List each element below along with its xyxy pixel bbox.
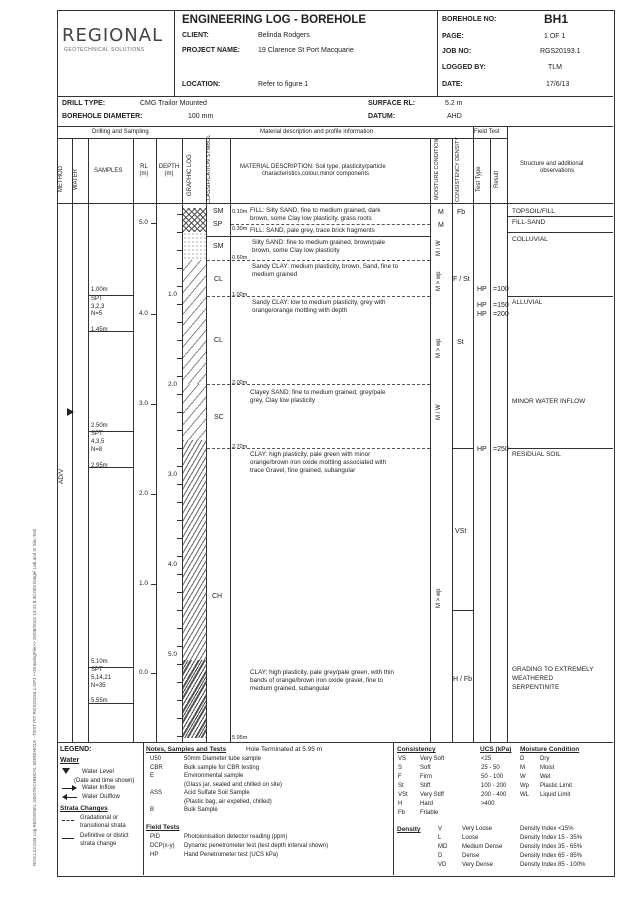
field-desc: Dynamic penetrometer test (test depth interval shown) <box>184 843 329 849</box>
density-index: Density Index <15% <box>520 826 574 832</box>
depth-tick-mark <box>177 592 182 593</box>
density-code: MD <box>438 844 448 850</box>
density-code: D <box>438 853 443 859</box>
depth-tick-mark <box>177 610 182 611</box>
drill-type-value: CMG Trailor Mounted <box>140 100 207 107</box>
water-inflow-icon <box>67 408 74 416</box>
depth-tick-mark <box>177 682 182 683</box>
material-header-line2: characteristics,colour,minor components <box>262 171 370 177</box>
structure-header-line1: Structure and additional <box>520 161 584 167</box>
consistency-name: Firm <box>420 774 432 780</box>
consistency-code: VS <box>398 756 407 762</box>
consistency-name: Very Stiff <box>420 792 444 798</box>
col-line <box>156 138 157 742</box>
sample-line <box>88 295 133 296</box>
legend-text: Water Outflow <box>82 794 120 800</box>
note-code: B <box>150 807 155 813</box>
sample-line <box>88 431 133 432</box>
note-code: CBR <box>150 764 163 771</box>
symbol-ch: CH <box>212 593 223 600</box>
depth-tick-mark <box>177 268 182 269</box>
strata-line <box>207 260 430 261</box>
water-inflow-icon <box>62 788 72 789</box>
test-result: =250 <box>493 446 509 453</box>
sample-line <box>88 467 133 468</box>
col-line <box>490 138 491 742</box>
layer-description: Sandy CLAY: low to medium plasticity, grey with <box>252 299 386 306</box>
depth-tick-mark <box>177 502 182 503</box>
diameter-label: BOREHOLE DIAMETER: <box>62 113 143 120</box>
logged-label: LOGGED BY: <box>442 64 486 71</box>
water-header: WATER <box>73 169 79 190</box>
depth-tick-mark <box>177 358 182 359</box>
sample-label: 3,2,3 <box>91 304 105 310</box>
field-code: PID <box>150 834 161 840</box>
divider <box>57 203 613 204</box>
observation: WEATHERED <box>512 675 554 682</box>
layer-description: Silty SAND: fine to medium grained, brown/pale <box>252 239 385 246</box>
density-name: Very Loose <box>462 826 493 832</box>
moisture-title: Moisture Condition <box>520 746 580 753</box>
consistency-name: Soft <box>420 765 431 771</box>
test-type: HP <box>477 286 487 293</box>
sample-label: SPT <box>91 667 103 673</box>
field-code: DCP(x-y) <box>150 843 175 849</box>
obs-line <box>507 296 613 297</box>
col-line <box>430 138 431 742</box>
sample-label: 2.95m <box>91 463 108 469</box>
consistency-code: Fb <box>398 810 406 816</box>
density-name: Medium Dense <box>462 844 503 850</box>
depth-tick-mark <box>177 376 182 377</box>
observation: SERPENTINITE <box>512 684 560 691</box>
page-title: ENGINEERING LOG - BOREHOLE <box>182 14 367 26</box>
terminated-note: Hole Terminated at 5.95 m <box>246 746 323 753</box>
layer-depth: 5.95m <box>232 735 248 741</box>
layer-depth: 1.00m <box>232 292 248 298</box>
layer-description: CLAY: high plasticity, pale green with minor <box>250 451 371 458</box>
note-desc: 50mm Diameter tube sample <box>184 756 262 762</box>
client-label: CLIENT: <box>182 32 209 39</box>
rl-tick-mark <box>151 314 156 315</box>
rl-header: RL (m) <box>139 164 149 177</box>
density-code: V <box>438 826 443 832</box>
method-value: AD/V <box>58 468 65 484</box>
observation: ALLUVIAL <box>512 299 543 306</box>
depth-tick-mark <box>177 232 182 233</box>
project-label: PROJECT NAME: <box>182 47 240 54</box>
moisture-header: MOISTURE CONDITION <box>434 138 440 200</box>
col-line <box>507 126 508 742</box>
strata-line <box>207 296 430 297</box>
sample-label: 5.55m <box>91 698 108 704</box>
sample-label: 2.50m <box>91 423 108 429</box>
test-type: HP <box>477 302 487 309</box>
layer-depth: 0.30m <box>232 226 248 232</box>
legend-divider <box>143 742 144 875</box>
note-desc: (Glass jar, sealed and chilled on site) <box>184 781 283 788</box>
graphic-fill <box>183 208 206 232</box>
divider <box>57 96 613 97</box>
moisture-code: D <box>520 756 525 762</box>
col-line <box>88 138 89 742</box>
note-desc: Bulk sample for CBR testing <box>184 764 260 771</box>
depth-tick-mark <box>177 448 182 449</box>
date-value: 17/6/13 <box>546 81 570 88</box>
col-line <box>72 138 73 742</box>
layer-description: orange/brown iron oxide mottling associated with <box>250 459 387 466</box>
water-inflow-icon <box>72 785 77 791</box>
col-line <box>473 138 507 139</box>
rl-tick-mark <box>151 673 156 674</box>
consistency-ucs: 50 - 100 <box>481 774 504 780</box>
note-code: E <box>150 773 155 779</box>
consistency-value: VSt <box>455 528 467 535</box>
depth-tick-mark <box>177 412 182 413</box>
consistency-value: H / Fb <box>453 676 473 683</box>
note-desc: Acid Sulfate Soil Sample <box>184 790 250 796</box>
divider <box>57 126 613 127</box>
job-label: JOB NO: <box>442 48 472 55</box>
graphic-clay-dense <box>183 660 206 738</box>
sample-label: 5,14,21 <box>91 675 112 681</box>
sample-label: N=5 <box>91 311 103 317</box>
sample-line <box>88 331 133 332</box>
depth-tick: 5.0 <box>168 651 178 658</box>
legend-text: Water Inflow <box>82 785 116 791</box>
sample-label: 5.10m <box>91 659 108 665</box>
graphic-clayey-sand <box>183 384 206 440</box>
depth-tick-mark <box>177 394 182 395</box>
moisture-name: Plastic Limit <box>540 783 573 789</box>
depth-tick-mark <box>177 214 182 215</box>
layer-depth: 2.70m <box>232 444 248 450</box>
strata-legend-title: Strata Changes <box>60 805 108 812</box>
moisture-value: M / W <box>436 404 442 420</box>
consistency-value: St <box>457 339 464 346</box>
legend-text: Gradational or <box>80 815 119 821</box>
depth-tick: 2.0 <box>168 381 178 388</box>
depth-tick-mark <box>177 736 182 737</box>
rl-tick-mark <box>151 494 156 495</box>
col-line <box>133 138 134 742</box>
layer-description: brown, some Clay low plasticity <box>252 247 340 254</box>
depth-tick-mark <box>177 304 182 305</box>
consistency-value: Fb <box>457 209 466 216</box>
result-header: Result <box>494 170 500 188</box>
density-name: Loose <box>462 835 479 841</box>
depth-tick-mark <box>177 646 182 647</box>
depth-tick-mark <box>177 466 182 467</box>
client-value: Belinda Rodgers <box>258 32 310 39</box>
consistency-ucs: 100 - 200 <box>481 783 507 789</box>
col-line <box>452 138 453 742</box>
moisture-name: Moist <box>540 765 555 771</box>
strata-line <box>452 610 473 611</box>
consistency-code: St <box>398 783 404 789</box>
ucs-title: UCS (kPa) <box>480 746 512 753</box>
consistency-title: Consistency <box>397 746 436 753</box>
date-label: DATE: <box>442 81 463 88</box>
depth-tick-mark <box>177 250 182 251</box>
layer-description: FILL: Silty SAND, fine to medium grained, dark <box>250 207 381 214</box>
depth-tick: 1.0 <box>168 291 178 298</box>
rl-tick-mark <box>151 404 156 405</box>
layer-depth: 0.10m <box>232 209 248 215</box>
location-label: LOCATION: <box>182 81 221 88</box>
depth-tick-mark <box>177 664 182 665</box>
sample-label: N=35 <box>91 683 106 689</box>
depth-tick-mark <box>177 718 182 719</box>
sample-label: 1.45m <box>91 327 108 333</box>
observation: GRADING TO EXTREMELY <box>512 666 594 673</box>
divider <box>57 742 613 743</box>
definitive-line-icon <box>62 838 74 839</box>
rl-tick: 3.0 <box>139 400 149 407</box>
depth-tick-mark <box>177 430 182 431</box>
strata-line <box>231 224 430 225</box>
rl-tick-mark <box>151 223 156 224</box>
page-label: PAGE: <box>442 33 464 40</box>
test-result: =150 <box>493 302 509 309</box>
note-code: ASS <box>150 790 163 796</box>
symbol-sm: SM <box>213 208 224 215</box>
observation: FILL-SAND <box>512 219 546 226</box>
classification-header: CLASSIFICATION SYMBOL <box>206 134 212 204</box>
rl-tick: 2.0 <box>139 490 149 497</box>
page-value: 1 OF 1 <box>544 33 566 40</box>
col-line <box>473 126 474 742</box>
depth-tick-mark <box>177 628 182 629</box>
material-group-header: Material description and profile information <box>260 129 374 135</box>
datum-label: DATUM: <box>368 113 396 120</box>
density-index: Density Index 65 - 85% <box>520 853 583 859</box>
symbol-cl: CL <box>214 337 223 344</box>
borehole-value: BH1 <box>544 12 569 26</box>
company-logo: REGIONAL GEOTECHNICAL SOLUTIONS <box>62 25 164 53</box>
observation: COLLUVIAL <box>512 236 548 243</box>
consistency-name: Stiff <box>420 783 431 789</box>
consistency-ucs: 200 - 400 <box>481 792 507 798</box>
project-value: 19 Clarence St Port Macquarie <box>258 47 354 54</box>
sample-line <box>88 703 133 704</box>
moisture-value: M > wp <box>436 588 442 608</box>
moisture-value: M / W <box>436 240 442 256</box>
depth-tick-mark <box>177 286 182 287</box>
field-code: HP <box>150 852 159 858</box>
legend-text: transitional strata <box>80 823 126 829</box>
symbol-sc: SC <box>214 414 224 421</box>
moisture-code: W <box>520 774 526 780</box>
consistency-code: H <box>398 801 403 807</box>
rl-tick: 4.0 <box>139 310 149 317</box>
drilling-group-header: Drilling and Sampling <box>92 129 149 135</box>
moisture-code: M <box>520 765 525 771</box>
density-index: Density Index 15 - 35% <box>520 835 583 841</box>
graphic-sandy-clay <box>183 260 206 384</box>
consistency-value: F / St <box>453 276 470 283</box>
method-header: METHOD <box>58 166 64 192</box>
depth-tick-mark <box>177 484 182 485</box>
moisture-name: Liquid Limit <box>540 792 571 798</box>
sample-label: SPT <box>91 431 103 437</box>
moisture-value: M <box>438 222 444 229</box>
material-header-line1: MATERIAL DESCRIPTION: Soil type, plasticity/particle <box>240 164 386 170</box>
depth-tick-mark <box>177 340 182 341</box>
field-desc: Hand Penetrometer test (UCS kPa) <box>184 852 279 858</box>
test-type: HP <box>477 446 487 453</box>
layer-description: Sandy CLAY: medium plasticity, brown, Sand, fine to <box>252 263 399 270</box>
water-legend-title: Water <box>60 757 80 764</box>
consistency-code: F <box>398 774 402 780</box>
depth-tick-mark <box>177 700 182 701</box>
consistency-header: CONSISTENCY DENSITY <box>455 137 461 202</box>
observation: RESIDUAL SOIL <box>512 451 561 458</box>
density-code: L <box>438 835 442 841</box>
surface-rl-value: 5.2 m <box>445 100 463 107</box>
borehole-label: BOREHOLE NO: <box>442 16 497 23</box>
graphic-header: GRAPHIC LOG <box>187 154 193 196</box>
depth-tick-mark <box>177 574 182 575</box>
strata-line <box>207 448 430 449</box>
col-line <box>206 138 207 742</box>
moisture-code: WL <box>520 792 529 798</box>
moisture-value: M > wp <box>436 271 442 291</box>
sample-label: N=8 <box>91 447 103 453</box>
header-divider <box>174 10 175 96</box>
rl-tick: 1.0 <box>139 580 149 587</box>
consistency-ucs: >400 <box>481 801 495 807</box>
consistency-name: Hard <box>420 801 434 807</box>
note-desc: Environmental sample <box>184 773 244 779</box>
depth-tick-mark <box>177 322 182 323</box>
strata-line <box>452 448 473 449</box>
consistency-name: Friable <box>420 810 439 816</box>
moisture-value: M <box>438 209 444 216</box>
water-outflow-icon <box>67 797 77 798</box>
notes-title: Notes, Samples and Tests <box>146 746 227 753</box>
obs-line <box>507 216 613 217</box>
job-value: RGS20193.1 <box>540 48 581 55</box>
moisture-name: Dry <box>540 756 550 762</box>
test-type-header: Test Type <box>476 166 482 192</box>
sample-line <box>88 667 133 668</box>
field-group-header: Field Test <box>474 129 500 135</box>
layer-description: grey, Clay low plasticity <box>250 397 315 404</box>
test-result: =200 <box>493 311 509 318</box>
note-desc: (Plastic bag, air expelled, chilled) <box>184 798 272 805</box>
sample-label: SPT <box>91 296 103 302</box>
depth-tick-mark <box>177 538 182 539</box>
test-type: HP <box>477 311 487 318</box>
moisture-code: Wp <box>520 783 529 789</box>
structure-header-line2: observations <box>540 168 575 174</box>
test-result: =100 <box>493 286 509 293</box>
consistency-name: Very Soft <box>420 756 445 762</box>
layer-description: orange/orange mottling with depth <box>252 307 348 314</box>
layer-description: bands of orange/brown iron oxide gravel, fine to <box>250 677 384 684</box>
moisture-value: M > wp <box>436 338 442 358</box>
field-desc: Photoionisation detector reading (ppm) <box>184 834 288 840</box>
moisture-name: Wet <box>540 774 551 780</box>
layer-description: FILL: SAND, pale grey, trace brick fragments <box>250 227 375 234</box>
obs-line <box>507 448 613 449</box>
field-tests-title: Field Tests <box>146 824 180 831</box>
density-code: VD <box>438 862 447 868</box>
drill-type-label: DRILL TYPE: <box>62 100 106 107</box>
datum-value: AHD <box>447 113 462 120</box>
obs-line <box>507 232 613 233</box>
header-divider <box>437 10 438 96</box>
consistency-ucs: 25 - 50 <box>481 765 500 771</box>
depth-tick-mark <box>177 556 182 557</box>
logged-value: TLM <box>548 64 562 71</box>
consistency-ucs: <25 <box>481 756 492 762</box>
legend-text: strata change <box>80 841 117 847</box>
depth-header: DEPTH (m) <box>158 164 180 177</box>
density-name: Very Dense <box>462 862 494 868</box>
observation: MINOR WATER INFLOW <box>512 398 586 405</box>
symbol-sp: SP <box>213 221 223 228</box>
strata-line <box>207 236 430 237</box>
note-desc: Bulk Sample <box>184 807 218 813</box>
depth-tick-mark <box>177 520 182 521</box>
layer-depth: 0.60m <box>232 255 248 261</box>
density-index: Density Index 85 - 100% <box>520 862 586 868</box>
note-code: U50 <box>150 756 162 762</box>
density-name: Dense <box>462 853 480 859</box>
location-value: Refer to figure 1 <box>258 81 309 88</box>
diameter-value: 100 mm <box>188 113 214 120</box>
depth-tick: 4.0 <box>168 561 178 568</box>
legend-title: LEGEND: <box>60 746 92 753</box>
depth-tick: 3.0 <box>168 471 178 478</box>
margin-file-info: RGS1.22.01B Log REGIONAL GEOTECHNICAL BOREHOLE - TEST PIT RGS20193.1.GPJ <<DrawingFile>> 25/06/2013 13:41 8.30.003 Datgel Lab and In Situ Tool <box>32 528 37 866</box>
layer-description: medium grained <box>252 271 298 278</box>
density-title: Density <box>397 826 421 833</box>
rl-tick: 0.0 <box>139 669 149 676</box>
layer-description: trace Gravel, fine grained, subangular <box>250 467 356 474</box>
col-line <box>230 138 231 742</box>
layer-description: brown, some Clay low plasticity, grass roots <box>250 215 372 222</box>
graphic-sand <box>183 232 206 260</box>
legend-divider <box>393 742 394 875</box>
legend-text: Water Level <box>82 769 114 775</box>
legend-text: Definitive or distict <box>80 833 129 839</box>
observation: TOPSOIL/FILL <box>512 208 555 215</box>
symbol-cl: CL <box>214 276 223 283</box>
consistency-code: S <box>398 765 403 771</box>
layer-depth: 2.00m <box>232 380 248 386</box>
sample-label: 4,3,5 <box>91 439 105 445</box>
consistency-code: VSt <box>398 792 408 798</box>
samples-header: SAMPLES <box>94 168 123 174</box>
rl-tick-mark <box>151 584 156 585</box>
rl-tick: 5.0 <box>139 219 149 226</box>
sample-label: 1.00m <box>91 287 108 293</box>
gradational-line-icon <box>62 820 74 821</box>
density-index: Density Index 35 - 65% <box>520 844 583 850</box>
layer-description: Clayey SAND: fine to medium grained, grey/pale <box>250 389 386 396</box>
surface-rl-label: SURFACE RL: <box>368 100 416 107</box>
water-level-icon <box>62 768 70 774</box>
layer-description: medium grained, subangular <box>250 685 330 692</box>
symbol-sm: SM <box>213 243 224 250</box>
layer-description: CLAY: high plasticity, pale grey/pale green, with thin <box>250 669 394 676</box>
strata-line <box>207 384 430 385</box>
legend-text: (Date and time shown) <box>74 778 135 784</box>
